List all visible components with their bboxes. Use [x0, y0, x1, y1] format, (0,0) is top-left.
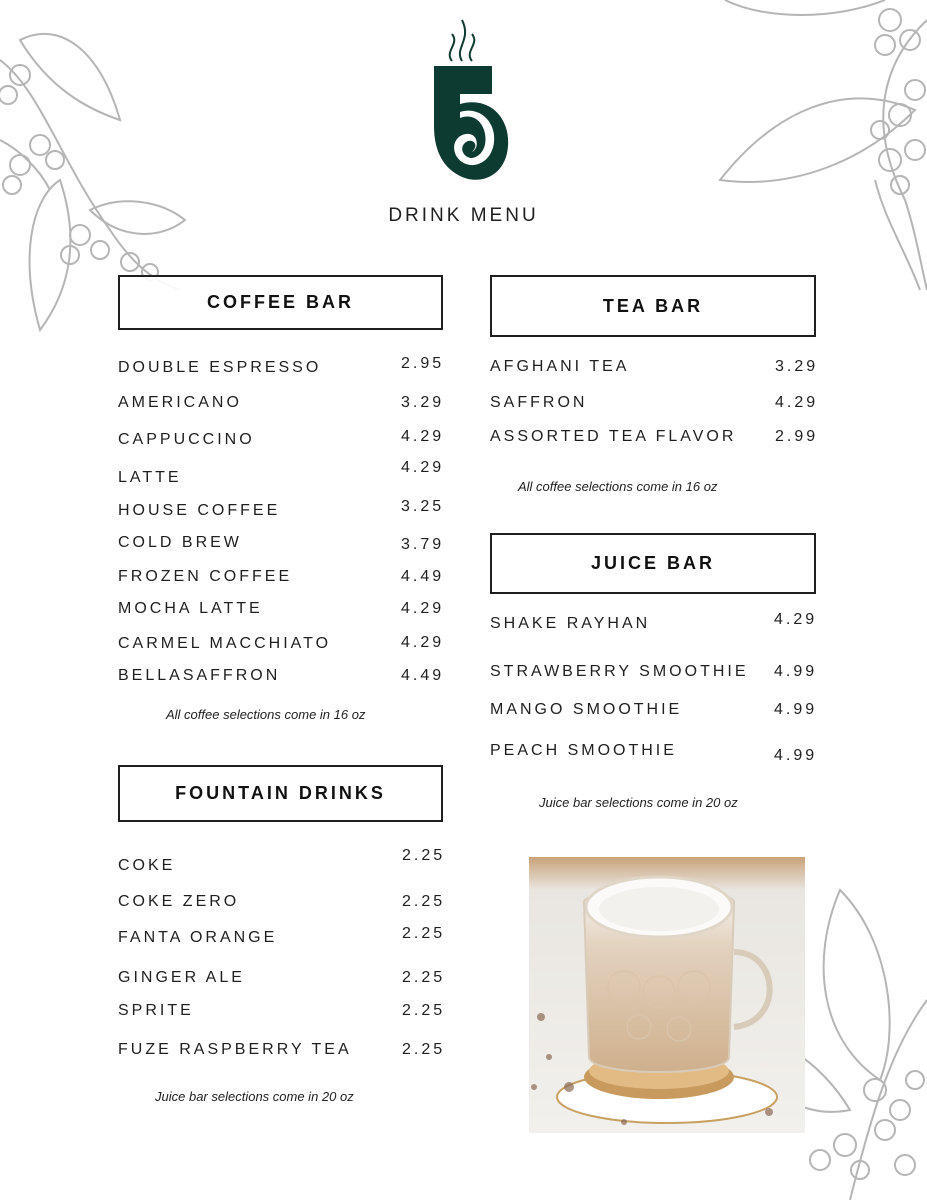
- coffee-branch-top-right-icon: [715, 0, 927, 300]
- fountain-item-price: 2.25: [402, 1002, 446, 1019]
- coffee-item-name: MOCHA LATTE: [118, 600, 263, 617]
- latte-glass-photo-icon: [529, 857, 805, 1133]
- tea-item-name: AFGHANI TEA: [490, 358, 630, 375]
- fountain-item-name: COKE ZERO: [118, 893, 240, 910]
- fountain-item-name: COKE: [118, 857, 176, 874]
- tea-bar-note: All coffee selections come in 16 oz: [518, 479, 718, 494]
- coffee-cup-b-logo-icon: [430, 16, 512, 186]
- juice-bar-title: JUICE BAR: [590, 553, 715, 573]
- coffee-item-price: 4.49: [401, 568, 445, 585]
- coffee-item-name: CARMEL MACCHIATO: [118, 635, 332, 652]
- juice-item-price: 4.99: [774, 747, 818, 764]
- coffee-item-price: 4.29: [401, 600, 445, 617]
- coffee-item-name: HOUSE COFFEE: [118, 502, 281, 519]
- juice-item-price: 4.99: [774, 701, 818, 718]
- juice-item-name: PEACH SMOOTHIE: [490, 742, 677, 759]
- coffee-item-price: 4.29: [401, 428, 445, 445]
- coffee-item-price: 4.49: [401, 667, 445, 684]
- juice-bar-note: Juice bar selections come in 20 oz: [539, 795, 738, 810]
- fountain-drinks-title: FOUNTAIN DRINKS: [175, 783, 386, 803]
- tea-item-name: SAFFRON: [490, 394, 588, 411]
- coffee-bar-title: COFFEE BAR: [207, 292, 354, 312]
- coffee-item-price: 2.95: [401, 355, 445, 372]
- coffee-item-name: COLD BREW: [118, 534, 242, 551]
- juice-item-name: MANGO SMOOTHIE: [490, 701, 683, 718]
- fountain-item-price: 2.25: [402, 1041, 446, 1058]
- coffee-item-name: LATTE: [118, 469, 182, 486]
- coffee-item-name: AMERICANO: [118, 394, 242, 411]
- coffee-item-name: BELLASAFFRON: [118, 667, 281, 684]
- fountain-item-price: 2.25: [402, 893, 446, 910]
- coffee-item-name: DOUBLE ESPRESSO: [118, 359, 322, 376]
- fountain-item-price: 2.25: [402, 925, 446, 942]
- coffee-item-price: 3.79: [401, 536, 445, 553]
- juice-item-name: STRAWBERRY SMOOTHIE: [490, 663, 749, 680]
- juice-item-price: 4.99: [774, 663, 818, 680]
- tea-bar-header: [490, 275, 816, 337]
- fountain-item-price: 2.25: [402, 969, 446, 986]
- juice-bar-header: [490, 533, 816, 594]
- fountain-item-name: FUZE RASPBERRY TEA: [118, 1041, 352, 1058]
- coffee-item-price: 3.29: [401, 394, 445, 411]
- fountain-drinks-note: Juice bar selections come in 20 oz: [155, 1089, 354, 1104]
- tea-item-price: 2.99: [775, 428, 819, 445]
- coffee-bar-header: [118, 275, 443, 330]
- fountain-drinks-header: [118, 765, 443, 822]
- menu-title: DRINK MENU: [388, 205, 539, 226]
- tea-item-price: 3.29: [775, 358, 819, 375]
- fountain-item-name: SPRITE: [118, 1002, 194, 1019]
- tea-item-name: ASSORTED TEA FLAVOR: [490, 428, 737, 445]
- coffee-item-price: 4.29: [401, 634, 445, 651]
- coffee-bar-note: All coffee selections come in 16 oz: [166, 707, 366, 722]
- juice-item-name: SHAKE RAYHAN: [490, 615, 651, 632]
- tea-bar-title: TEA BAR: [602, 295, 704, 316]
- coffee-item-name: FROZEN COFFEE: [118, 568, 293, 585]
- fountain-item-name: GINGER ALE: [118, 969, 245, 986]
- fountain-item-price: 2.25: [402, 847, 446, 864]
- fountain-item-name: FANTA ORANGE: [118, 929, 278, 946]
- coffee-item-price: 4.29: [401, 459, 445, 476]
- tea-item-price: 4.29: [775, 394, 819, 411]
- coffee-item-name: CAPPUCCINO: [118, 431, 255, 448]
- juice-item-price: 4.29: [774, 611, 818, 628]
- coffee-item-price: 3.25: [401, 498, 445, 515]
